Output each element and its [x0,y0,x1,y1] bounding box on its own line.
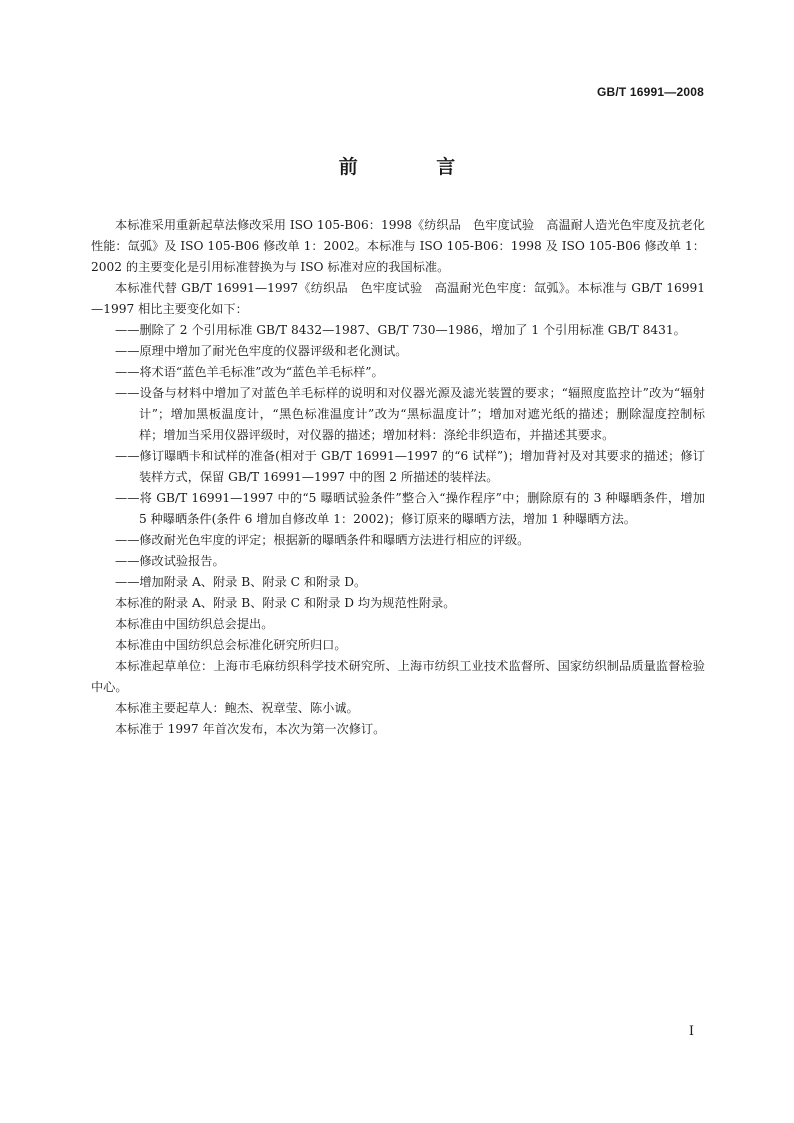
list-item: ——原理中增加了耐光色牢度的仪器评级和老化测试。 [115,344,408,358]
list-item: ——修改耐光色牢度的评定；根据新的曝晒条件和曝晒方法进行相应的评级。 [115,533,530,547]
page-title: 前 言 [338,156,492,178]
changes-list [91,320,705,593]
drafting-unit-statement: 本标准起草单位：上海市毛麻纺织科学技术研究所、上海市纺织工业技术监督所、国家纺织制品质量监督检验中心。 [91,659,705,694]
list-item: ——增加附录 A、附录 B、附录 C 和附录 D。 [115,575,367,589]
page-number: I [688,1024,694,1039]
list-item: ——设备与材料中增加了对蓝色羊毛标样的说明和对仪器光源及滤光装置的要求；“辐照度监控计”改为“辐射计”；增加黑板温度计，“黑色标准温度计”改为“黑标温度计”；增加对遮光纸的描述；删除湿度控制标样；增加当采用仪器评级时，对仪器的描述；增加材料：涤纶非织造布，并描述其要求。 [115,386,705,442]
replacement-paragraph: 本标准代替 GB/T 16991—1997《纺织品 色牢度试验 高温耐光色牢度：氙弧》。本标准与 GB/T 16991—1997 相比主要变化如下： [91,281,705,316]
list-item: ——修订曝晒卡和试样的准备(相对于 GB/T 16991—1997 的“6 试样”)；增加背衬及对其要求的描述；修订装样方式，保留 GB/T 16991—1997 中的图 2 所描述的装样法。 [115,449,705,484]
list-item: ——将术语“蓝色羊毛标准”改为“蓝色羊毛标样”。 [115,365,384,379]
list-item: ——删除了 2 个引用标准 GB/T 8432—1987、GB/T 730—1986，增加了 1 个引用标准 GB/T 8431。 [115,323,686,337]
standard-code: GB/T 16991—2008 [596,85,704,99]
list-item: ——将 GB/T 16991—1997 中的“5 曝晒试验条件”整合入“操作程序”中；删除原有的 3 种曝晒条件，增加 5 种曝晒条件(条件 6 增加自修改单 1：2002)；修订原来的曝晒方法，增加 1 种曝晒方法。 [115,491,705,526]
centralized-unit-statement: 本标准由中国纺织总会标准化研究所归口。 [115,638,347,652]
document-body [91,215,705,740]
drafters-statement: 本标准主要起草人：鲍杰、祝章莹、陈小诚。 [115,701,359,715]
intro-paragraph: 本标准采用重新起草法修改采用 ISO 105-B06：1998《纺织品 色牢度试验 高温耐人造光色牢度及抗老化性能：氙弧》及 ISO 105-B06 修改单 1：2002。本标准与 ISO 105-B06：1998 及 ISO 105-B06 修改单 1：2002 的主要变化是引用标准替换为与 ISO 标准对应的我国标准。 [91,218,705,274]
proposer-statement: 本标准由中国纺织总会提出。 [115,617,274,631]
list-item: ——修改试验报告。 [115,554,225,568]
annex-statement: 本标准的附录 A、附录 B、附录 C 和附录 D 均为规范性附录。 [115,596,456,610]
release-history-statement: 本标准于 1997 年首次发布，本次为第一次修订。 [115,722,386,736]
